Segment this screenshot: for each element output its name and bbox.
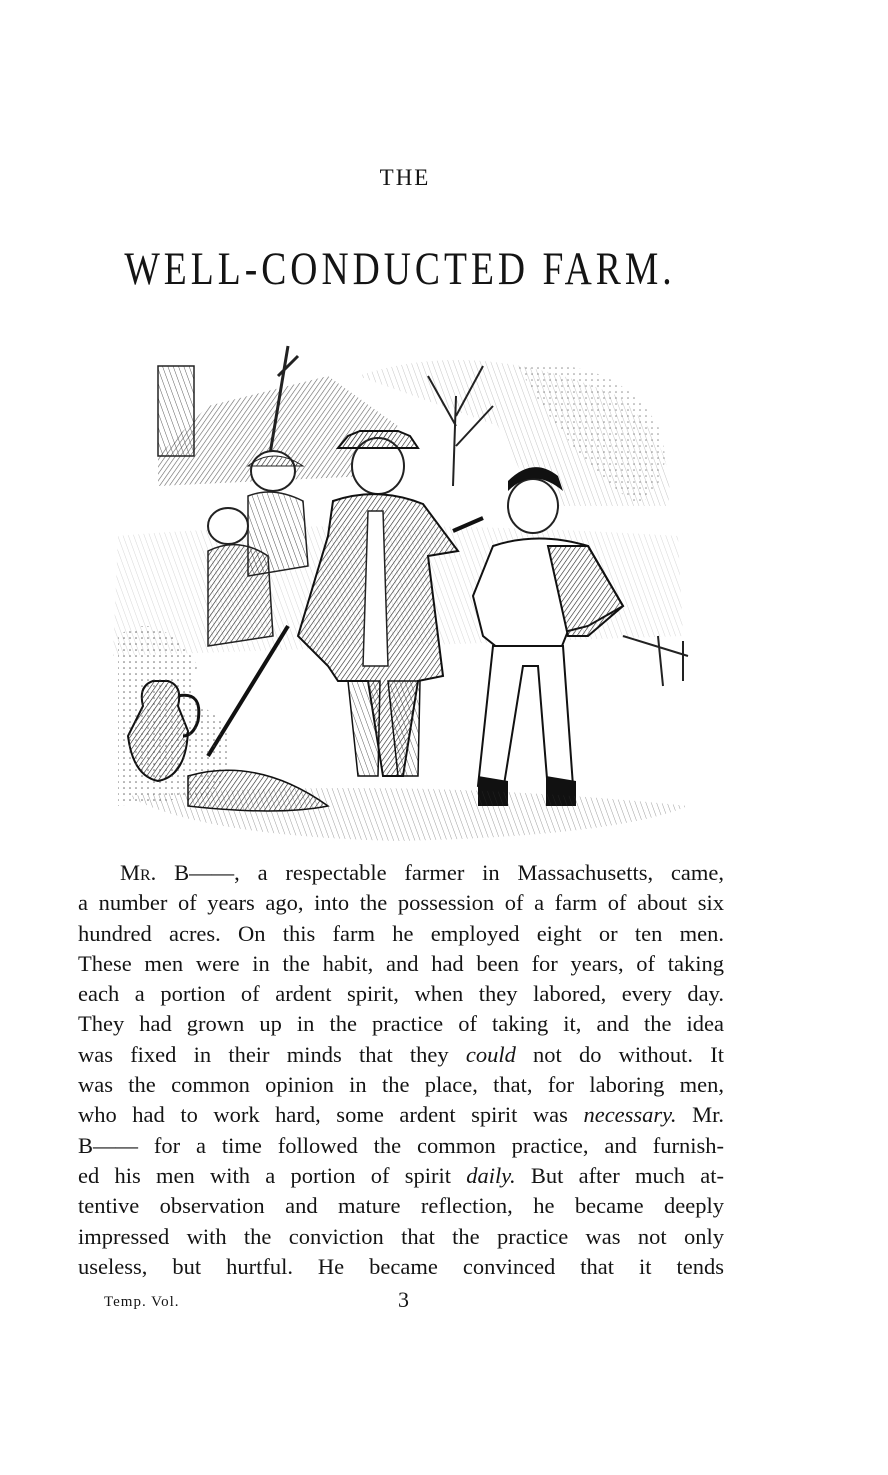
italic-run: daily.	[466, 1162, 516, 1188]
text-line	[78, 1161, 724, 1191]
text-line: impressed with the conviction that the practice was not only	[78, 1223, 724, 1249]
text-run: was fixed in their minds that they	[78, 1041, 466, 1067]
text-line: tentive observation and mature reflection, he became deeply	[78, 1193, 724, 1219]
name-smallcaps: Mr. B	[120, 860, 190, 885]
page-title: WELL-CONDUCTED FARM.	[124, 243, 676, 295]
italic-run: necessary.	[583, 1102, 677, 1128]
text-line: a number of years ago, into the possession of a farm of about six	[78, 890, 724, 916]
text-line	[78, 1100, 724, 1130]
engraving-farmer-and-boy-icon	[98, 336, 698, 841]
page-number: 3	[398, 1287, 409, 1312]
text-run: ——, a respectable farmer in Massachusetts, came,	[189, 860, 724, 885]
text-line: was the common opinion in the place, that, for laboring men,	[78, 1072, 724, 1098]
text-line	[78, 858, 724, 888]
text-line: B—— for a time followed the common practice, and furnish-	[78, 1132, 724, 1158]
text-line: These men were in the habit, and had been for years, of taking	[78, 950, 724, 976]
text-line: hundred acres. On this farm he employed eight or ten men.	[78, 920, 724, 946]
signature-mark: Temp. Vol.	[104, 1294, 180, 1310]
text-run: Mr.	[676, 1102, 724, 1128]
text-run: not do without. It	[515, 1041, 724, 1067]
body-text	[78, 858, 724, 1282]
text-line: They had grown up in the practice of taking it, and the idea	[78, 1011, 724, 1037]
italic-run: could	[465, 1041, 516, 1067]
text-run: who had to work hard, some ardent spirit was	[78, 1102, 584, 1128]
pre-title: THE	[379, 165, 431, 190]
text-line	[78, 1040, 724, 1070]
text-line: each a portion of ardent spirit, when they labored, every day.	[78, 981, 724, 1007]
text-run: But after much at-	[515, 1162, 725, 1188]
text-line: useless, but hurtful. He became convinced that it tends	[78, 1253, 724, 1279]
text-run: ed his men with a portion of spirit	[78, 1162, 467, 1188]
